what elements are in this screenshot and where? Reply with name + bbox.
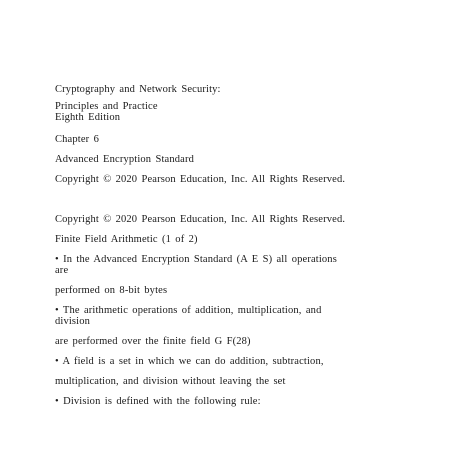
copyright-notice: Copyright © 2020 Pearson Education, Inc. All Rights Reserved.: [55, 174, 346, 185]
book-title: Cryptography and Network Security:: [55, 84, 221, 95]
paragraph-line: multiplication, and division without leaving the set: [55, 376, 286, 387]
bullet-line: • The arithmetic operations of addition, multiplication, and: [55, 305, 322, 316]
book-edition: Eighth Edition: [55, 112, 121, 123]
copyright-notice: Copyright © 2020 Pearson Education, Inc. All Rights Reserved.: [55, 214, 346, 225]
chapter-number: Chapter 6: [55, 134, 99, 145]
book-subtitle: Principles and Practice: [55, 101, 158, 112]
bullet-line: • A field is a set in which we can do addition, subtraction,: [55, 356, 324, 367]
bullet-line: • In the Advanced Encryption Standard (A E S) all operations: [55, 254, 337, 265]
bullet-continuation: are: [55, 265, 69, 276]
section-heading: Finite Field Arithmetic (1 of 2): [55, 234, 198, 245]
bullet-line: • Division is defined with the following rule:: [55, 396, 261, 407]
chapter-title: Advanced Encryption Standard: [55, 154, 194, 165]
bullet-continuation: division: [55, 316, 91, 327]
paragraph-line: are performed over the finite field G F(28): [55, 336, 251, 347]
paragraph-line: performed on 8-bit bytes: [55, 285, 168, 296]
